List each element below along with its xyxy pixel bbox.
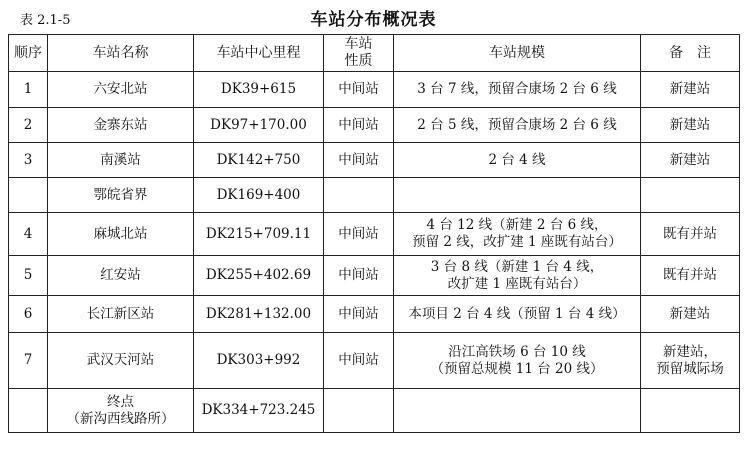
cell-station-name-line: 长江新区站 <box>86 305 155 322</box>
cell-mileage: DK169+400 <box>194 178 324 213</box>
column-header-note: 备 注 <box>641 35 740 72</box>
cell-scale-line: 3 台 7 线，预留合康场 2 台 6 线 <box>417 81 617 97</box>
cell-seq: 6 <box>9 296 48 333</box>
cell-note <box>641 213 740 256</box>
cell-station-name-line: 南溪站 <box>100 151 141 168</box>
cell-nature: 中间站 <box>324 213 394 256</box>
cell-scale <box>394 178 641 213</box>
cell-note-line: 既有并站 <box>663 267 717 283</box>
cell-seq: 7 <box>9 333 48 389</box>
cell-seq: 4 <box>9 213 48 256</box>
column-header-name: 车站名称 <box>48 35 194 72</box>
column-header-nature <box>324 35 394 72</box>
cell-mileage: DK142+750 <box>194 143 324 178</box>
cell-note-line: 新建站 <box>669 151 711 168</box>
cell-scale-line: 本项目 2 台 4 线（预留 1 台 4 线） <box>408 305 626 322</box>
cell-station-name-line: 终点 <box>107 393 134 410</box>
column-header-nature-line: 性质 <box>344 53 373 69</box>
cell-station-name-line: 鄂皖省界 <box>93 186 148 203</box>
cell-note-line: 新建站， <box>663 343 717 360</box>
cell-nature: 中间站 <box>324 256 394 296</box>
cell-scale-line: 改扩建 1 座既有站台） <box>447 275 587 292</box>
cell-note <box>641 72 740 108</box>
cell-station-name <box>48 296 194 333</box>
cell-mileage: DK215+709.11 <box>194 213 324 256</box>
cell-note-line: 预留城际场 <box>656 360 724 377</box>
cell-mileage: DK39+615 <box>194 72 324 108</box>
cell-nature <box>324 389 394 433</box>
column-header-scale: 车站规模 <box>394 35 641 72</box>
table-row <box>9 389 740 433</box>
table-row <box>9 213 740 256</box>
cell-station-name-line: 红安站 <box>100 267 141 283</box>
cell-station-name-line: 金寨东站 <box>93 116 148 133</box>
cell-nature: 中间站 <box>324 333 394 389</box>
cell-note <box>641 143 740 178</box>
table-row <box>9 256 740 296</box>
table-body <box>9 72 740 433</box>
cell-seq <box>9 389 48 433</box>
table-row <box>9 178 740 213</box>
cell-mileage: DK255+402.69 <box>194 256 324 296</box>
cell-scale <box>394 108 641 143</box>
cell-mileage: DK97+170.00 <box>194 108 324 143</box>
cell-scale <box>394 143 641 178</box>
cell-scale <box>394 72 641 108</box>
cell-station-name <box>48 389 194 433</box>
cell-seq: 5 <box>9 256 48 296</box>
cell-nature: 中间站 <box>324 143 394 178</box>
cell-nature: 中间站 <box>324 72 394 108</box>
document-header <box>0 0 747 34</box>
cell-note-line: 新建站 <box>669 116 711 133</box>
table-row <box>9 143 740 178</box>
cell-station-name <box>48 213 194 256</box>
cell-nature <box>324 178 394 213</box>
cell-mileage: DK303+992 <box>194 333 324 389</box>
cell-note-line: 既有并站 <box>663 225 717 242</box>
cell-scale <box>394 213 641 256</box>
cell-station-name <box>48 72 194 108</box>
table-row <box>9 333 740 389</box>
table-row <box>9 108 740 143</box>
cell-scale-line: 4 台 12 线（新建 2 台 6 线， <box>426 217 608 233</box>
cell-note <box>641 333 740 389</box>
cell-scale-line: 3 台 8 线（新建 1 台 4 线， <box>430 258 604 275</box>
cell-station-name-line: （新沟西线路所） <box>66 410 175 427</box>
station-distribution-table <box>8 34 740 433</box>
cell-seq: 3 <box>9 143 48 178</box>
cell-station-name <box>48 108 194 143</box>
column-header-seq: 顺序 <box>9 35 48 72</box>
cell-seq <box>9 178 48 213</box>
cell-nature: 中间站 <box>324 296 394 333</box>
column-header-mileage: 车站中心里程 <box>194 35 324 72</box>
cell-note-line: 新建站 <box>669 305 711 322</box>
cell-station-name <box>48 143 194 178</box>
cell-note <box>641 108 740 143</box>
cell-station-name <box>48 256 194 296</box>
cell-scale-line: 沿江高铁场 6 台 10 线 <box>448 343 586 360</box>
column-header-nature-line: 车站 <box>344 36 373 52</box>
table-header-row <box>9 35 740 72</box>
table-row <box>9 72 740 108</box>
cell-station-name-line: 麻城北站 <box>93 225 148 242</box>
cell-scale <box>394 333 641 389</box>
cell-scale-line: 2 台 4 线 <box>488 151 546 168</box>
cell-scale <box>394 389 641 433</box>
cell-note <box>641 178 740 213</box>
cell-scale <box>394 256 641 296</box>
table-title: 车站分布概况表 <box>310 10 437 30</box>
cell-mileage: DK334+723.245 <box>194 389 324 433</box>
cell-scale-line: 预留 2 线，改扩建 1 座既有站台） <box>412 234 622 250</box>
cell-station-name <box>48 333 194 389</box>
cell-scale-line: 2 台 5 线，预留合康场 2 台 6 线 <box>417 116 617 133</box>
cell-scale-line: （预留总规模 11 台 20 线） <box>430 360 604 377</box>
cell-station-name-line: 六安北站 <box>93 81 148 97</box>
cell-nature: 中间站 <box>324 108 394 143</box>
cell-note-line: 新建站 <box>669 81 711 97</box>
cell-seq: 1 <box>9 72 48 108</box>
cell-mileage: DK281+132.00 <box>194 296 324 333</box>
table-number: 表 2.1-5 <box>20 13 71 28</box>
cell-station-name <box>48 178 194 213</box>
cell-note <box>641 389 740 433</box>
cell-station-name-line: 武汉天河站 <box>86 352 155 368</box>
cell-note <box>641 256 740 296</box>
cell-seq: 2 <box>9 108 48 143</box>
cell-note <box>641 296 740 333</box>
cell-scale <box>394 296 641 333</box>
table-row <box>9 296 740 333</box>
